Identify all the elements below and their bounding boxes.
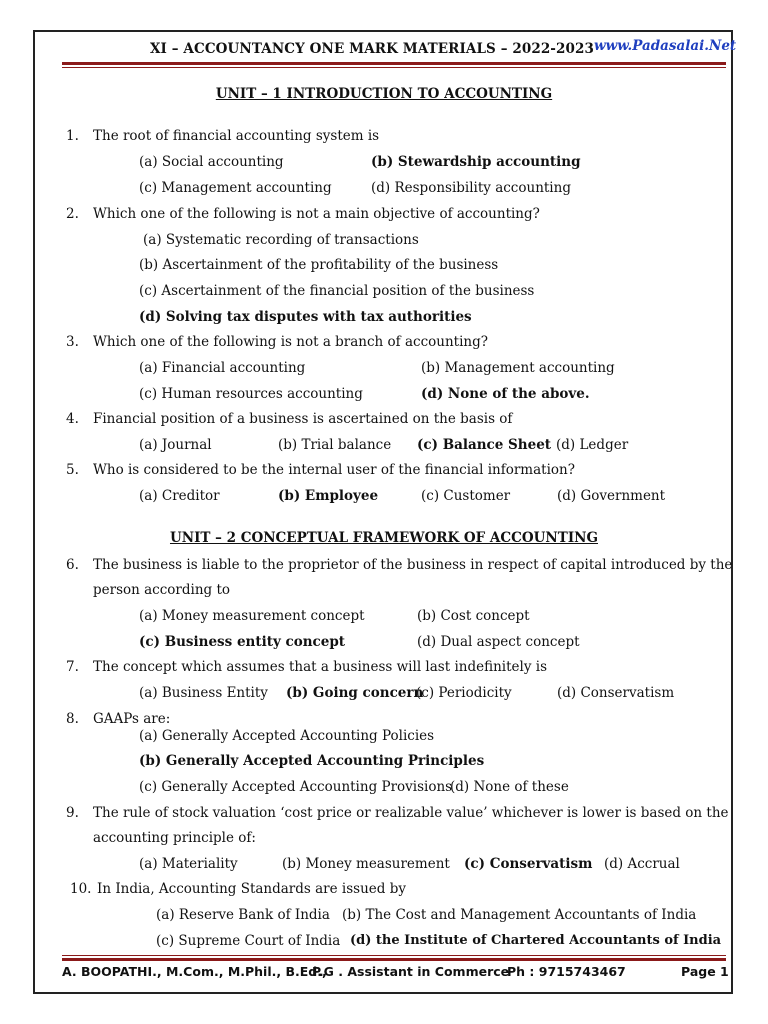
question-6-continued: person according to <box>93 582 231 598</box>
q7-option-c: (c) Periodicity <box>416 685 512 701</box>
q8-option-c: (c) Generally Accepted Accounting Provisions <box>139 779 453 795</box>
question-2: 2. Which one of the following is not a main objective of accounting? <box>66 206 540 222</box>
q5-option-c: (c) Customer <box>421 488 511 504</box>
q1-option-c: (c) Management accounting <box>139 180 332 196</box>
q1-option-b-answer: (b) Stewardship accounting <box>371 154 581 170</box>
question-7: 7. The concept which assumes that a business will last indefinitely is <box>66 659 547 675</box>
q2-option-b: (b) Ascertainment of the profitability of the business <box>139 257 499 273</box>
question-9-continued: accounting principle of: <box>93 830 256 846</box>
q10-option-b: (b) The Cost and Management Accountants of India <box>342 907 697 923</box>
q3-option-b: (b) Management accounting <box>421 360 615 376</box>
q4-option-a: (a) Journal <box>139 437 212 453</box>
q3-option-c: (c) Human resources accounting <box>139 386 363 402</box>
footer-role: P.G . Assistant in Commerce <box>312 964 510 979</box>
question-1: 1. The root of financial accounting system is <box>66 128 380 144</box>
q9-option-a: (a) Materiality <box>139 856 238 872</box>
unit1-heading: UNIT – 1 INTRODUCTION TO ACCOUNTING <box>215 86 553 102</box>
q7-option-d: (d) Conservatism <box>557 685 675 701</box>
q8-option-a: (a) Generally Accepted Accounting Policies <box>139 728 435 744</box>
q2-option-a: (a) Systematic recording of transactions <box>143 232 419 248</box>
q5-option-d: (d) Government <box>557 488 666 504</box>
q8-option-d: (d) None of these <box>450 779 569 795</box>
q10-option-c: (c) Supreme Court of India <box>156 933 341 949</box>
q9-option-d: (d) Accrual <box>604 856 680 872</box>
q2-option-d-answer: (d) Solving tax disputes with tax authorities <box>139 309 472 325</box>
footer-page-number: Page 1 <box>681 964 729 979</box>
q7-option-b-answer: (b) Going concern <box>286 685 424 701</box>
q8-option-b-answer: (b) Generally Accepted Accounting Principles <box>139 753 485 769</box>
q1-option-d: (d) Responsibility accounting <box>371 180 571 196</box>
q10-option-a: (a) Reserve Bank of India <box>156 907 330 923</box>
page-border <box>33 30 733 994</box>
question-9: 9. The rule of stock valuation ‘cost price or realizable value’ whichever is lower is based on the <box>66 805 729 821</box>
question-6: 6. The business is liable to the proprietor of the business in respect of capital introduced by the <box>66 557 733 573</box>
question-4: 4. Financial position of a business is ascertained on the basis of <box>66 411 513 427</box>
header-rule-thick <box>62 62 726 65</box>
unit2-heading: UNIT – 2 CONCEPTUAL FRAMEWORK OF ACCOUNTING <box>169 530 598 546</box>
q4-option-b: (b) Trial balance <box>278 437 392 453</box>
question-8: 8. GAAPs are: <box>66 711 171 727</box>
q6-option-c-answer: (c) Business entity concept <box>139 634 346 650</box>
q5-option-a: (a) Creditor <box>139 488 220 504</box>
q3-option-a: (a) Financial accounting <box>139 360 306 376</box>
header-site-link[interactable]: www.Padasalai.Net <box>594 38 737 54</box>
q1-option-a: (a) Social accounting <box>139 154 284 170</box>
q5-option-b-answer: (b) Employee <box>278 488 379 504</box>
footer-rule-thick <box>62 958 726 961</box>
question-3: 3. Which one of the following is not a branch of accounting? <box>66 334 488 350</box>
q2-option-c: (c) Ascertainment of the financial position of the business <box>139 283 535 299</box>
q9-option-b: (b) Money measurement <box>282 856 450 872</box>
header-rule-thin <box>62 67 726 68</box>
q6-option-a: (a) Money measurement concept <box>139 608 365 624</box>
q10-option-d-answer: (d) the Institute of Chartered Accountants of India <box>350 933 722 948</box>
question-5: 5. Who is considered to be the internal user of the financial information? <box>66 462 575 478</box>
footer-author: A. BOOPATHI., M.Com., M.Phil., B.Ed., <box>62 964 327 979</box>
q6-option-b: (b) Cost concept <box>417 608 530 624</box>
q3-option-d-answer: (d) None of the above. <box>421 386 590 402</box>
q6-option-d: (d) Dual aspect concept <box>417 634 580 650</box>
q7-option-a: (a) Business Entity <box>139 685 268 701</box>
q9-option-c-answer: (c) Conservatism <box>464 856 593 872</box>
footer-rule-thin <box>62 955 726 956</box>
q4-option-c-answer: (c) Balance Sheet <box>417 437 552 453</box>
header-title: XI – ACCOUNTANCY ONE MARK MATERIALS – 2022-2023 <box>149 41 594 57</box>
question-10: 10. In India, Accounting Standards are issued by <box>70 881 406 897</box>
footer-phone: Ph : 9715743467 <box>507 964 626 979</box>
q4-option-d: (d) Ledger <box>556 437 629 453</box>
